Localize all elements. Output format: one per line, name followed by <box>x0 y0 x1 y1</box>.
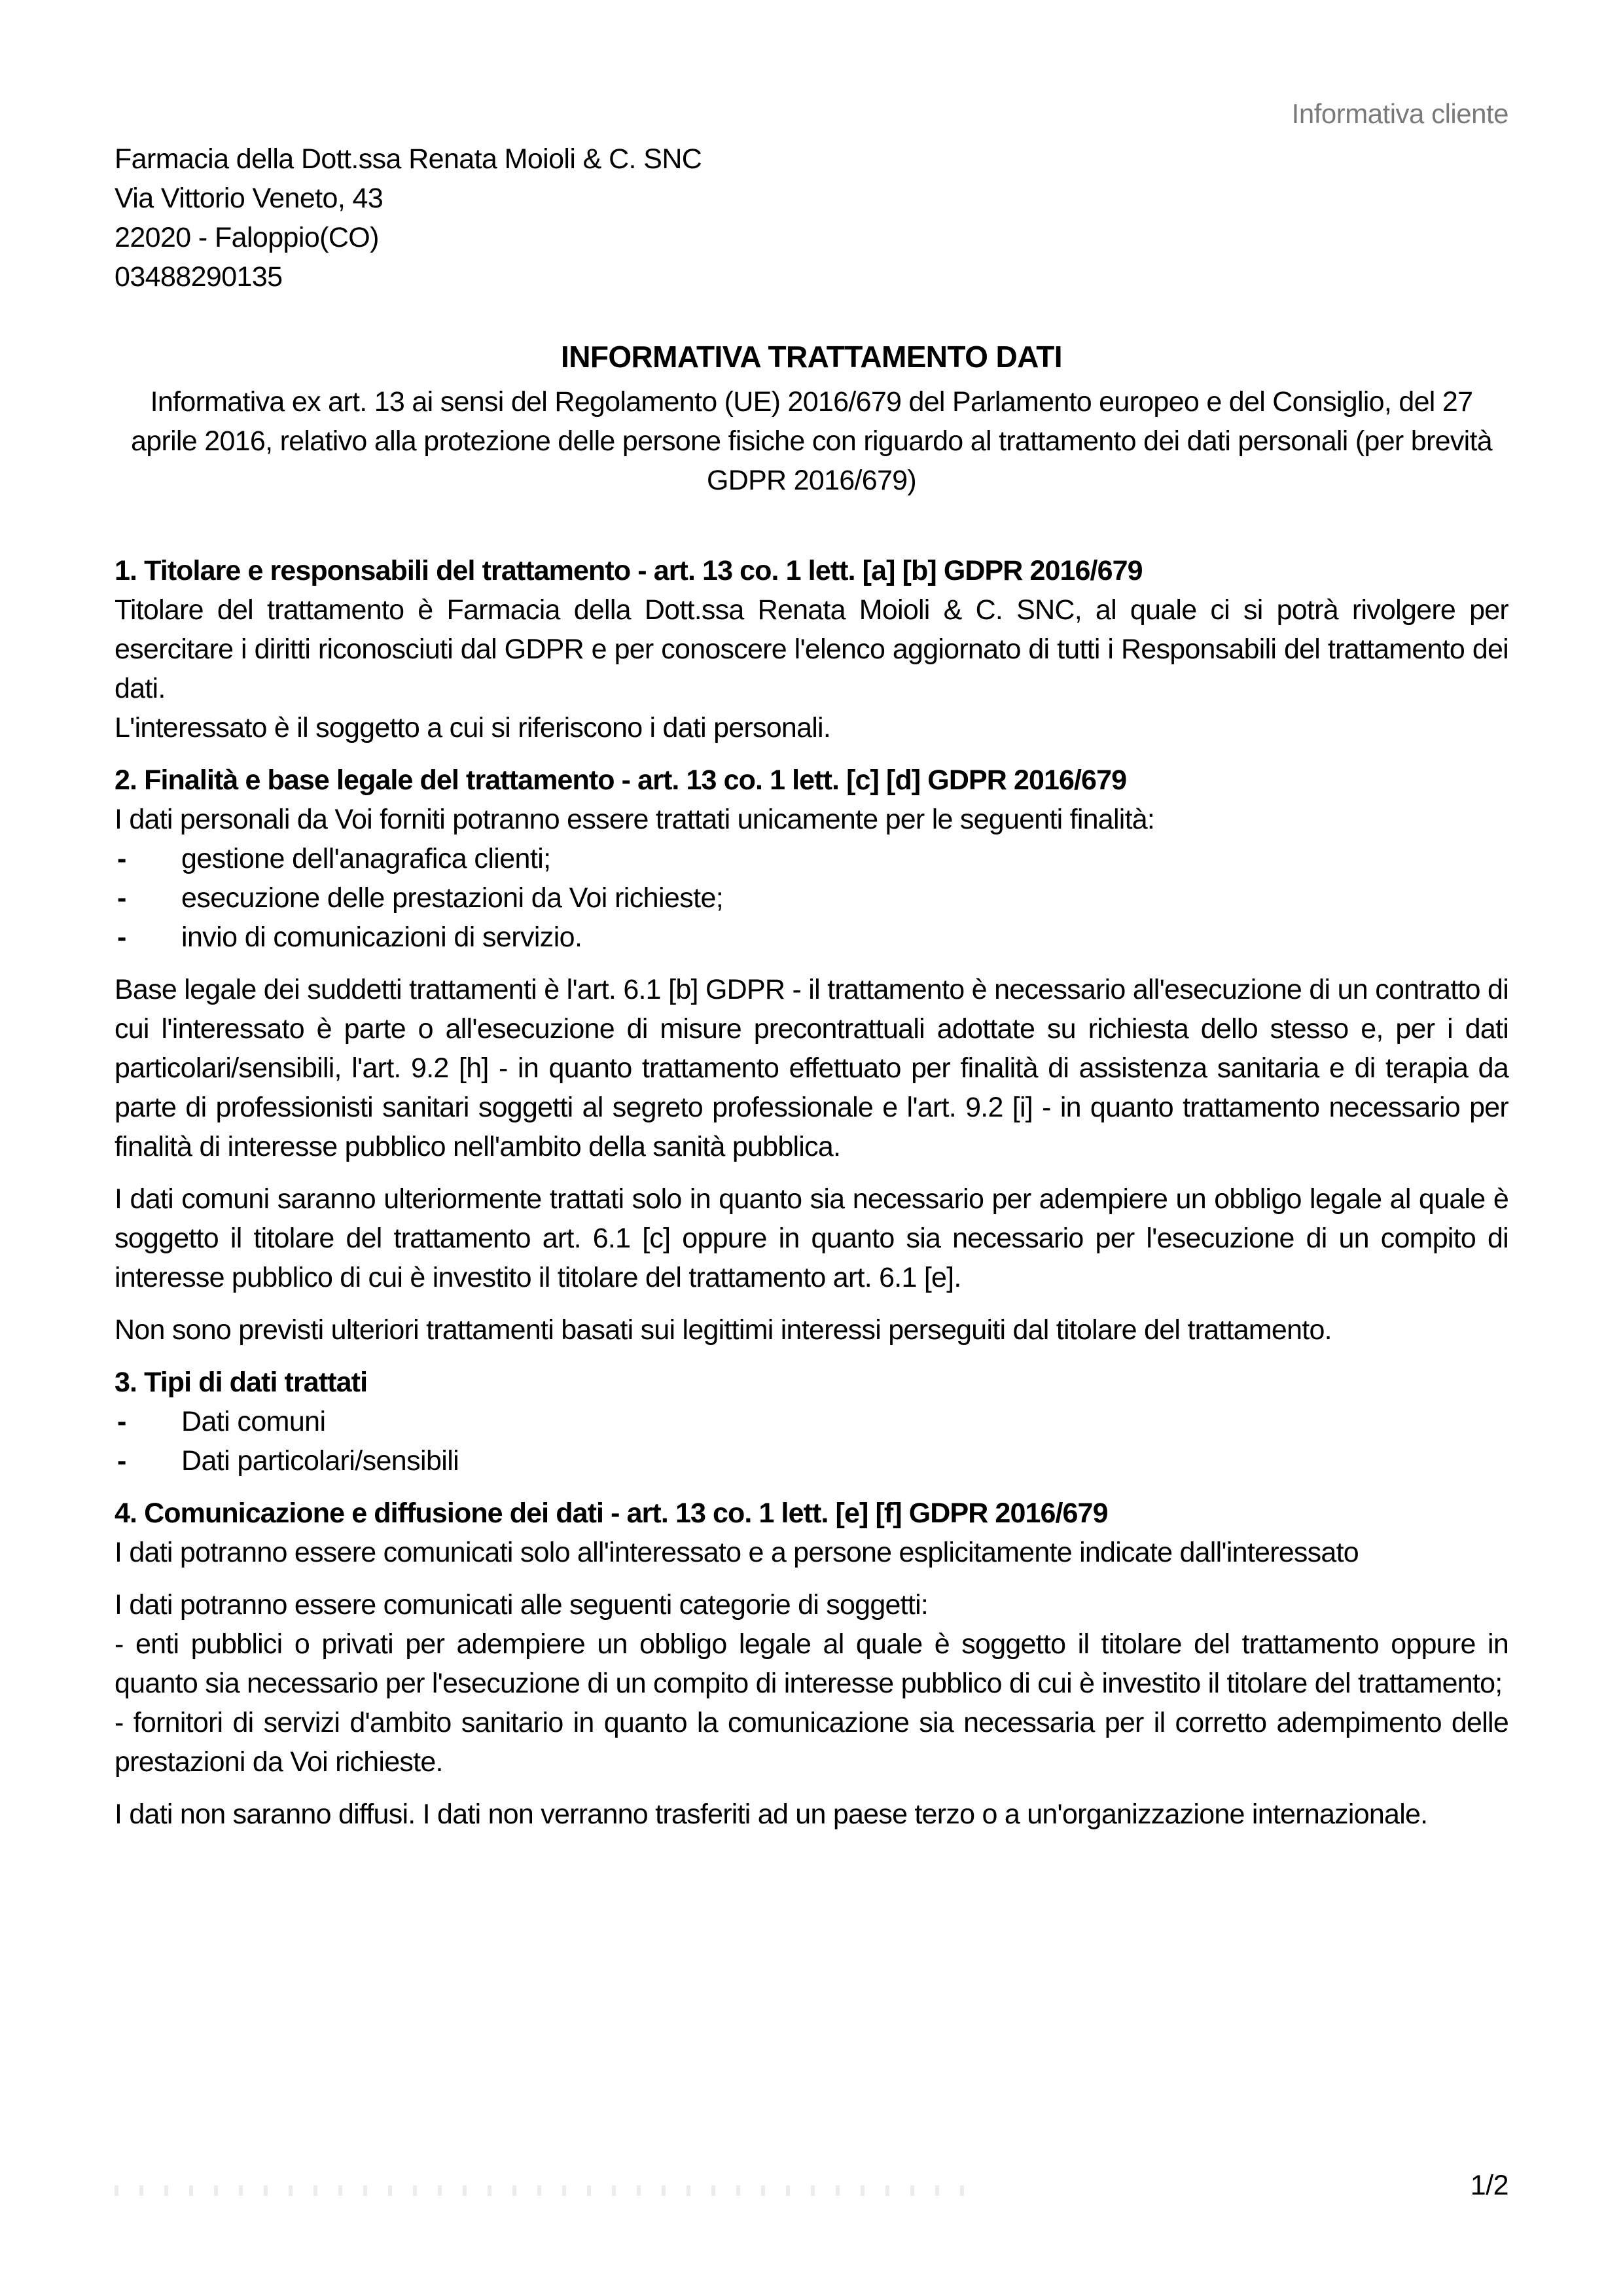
dash-bullet-icon: - <box>117 882 126 914</box>
dash-bullet-icon: - <box>117 922 126 953</box>
section-heading: 1. Titolare e responsabili del trattamento - art. 13 co. 1 lett. [a] [b] GDPR 2016/679 <box>115 555 1143 586</box>
section-2-finalita <box>115 761 1508 1350</box>
scan-artifact <box>115 2185 965 2196</box>
sender-city: 22020 - Faloppio(CO) <box>115 222 379 253</box>
paragraph: I dati potranno essere comunicati alle seguenti categorie di soggetti: <box>115 1589 929 1621</box>
list-item: - invio di comunicazioni di servizio. <box>115 918 1508 957</box>
section-4-comunicazione <box>115 1494 1508 1834</box>
list-item: - Dati particolari/sensibili <box>115 1441 1508 1480</box>
list-item: - Dati comuni <box>115 1402 1508 1441</box>
dash-bullet-icon: - <box>117 1406 126 1437</box>
paragraph: I dati non saranno diffusi. I dati non verranno trasferiti ad un paese terzo o a un'organizzazione internazionale. <box>115 1799 1428 1830</box>
page-footer <box>115 2170 1508 2209</box>
section-heading: 4. Comunicazione e diffusione dei dati - art. 13 co. 1 lett. [e] [f] GDPR 2016/679 <box>115 1498 1108 1529</box>
sender-street: Via Vittorio Veneto, 43 <box>115 183 383 214</box>
dash-bullet-icon: - <box>117 1445 126 1477</box>
running-header: Informativa cliente <box>1291 98 1508 129</box>
list-item: - esecuzione delle prestazioni da Voi richieste; <box>115 878 1508 918</box>
section-heading: 2. Finalità e base legale del trattamento - art. 13 co. 1 lett. [c] [d] GDPR 2016/679 <box>115 764 1127 796</box>
sender-address-block <box>115 139 702 296</box>
document-subtitle: Informativa ex art. 13 ai sensi del Regolamento (UE) 2016/679 del Parlamento europeo e del Consiglio, del 27 aprile 2016, relativo alla protezione delle persone fisiche con riguardo al trattamento dei dati personali (per brevità GDPR 2016/679) <box>131 386 1492 496</box>
paragraph: - fornitori di servizi d'ambito sanitario in quanto la comunicazione sia necessaria per il corretto adempimento delle prestazioni da Voi richieste. <box>115 1707 1508 1778</box>
document-title: INFORMATIVA TRATTAMENTO DATI <box>561 340 1062 374</box>
dash-bullet-icon: - <box>117 843 126 874</box>
section-heading: 3. Tipi di dati trattati <box>115 1367 368 1398</box>
paragraph: Titolare del trattamento è Farmacia della Dott.ssa Renata Moioli & C. SNC, al quale ci si potrà rivolgere per esercitare i diritti riconosciuti dal GDPR e per conoscere l'elenco aggiornato di tutti i Responsabili del trattamento dei dati. <box>115 594 1508 704</box>
section-3-tipi-dati <box>115 1363 1508 1480</box>
page-number: 1/2 <box>1470 2170 1508 2201</box>
data-types-list <box>115 1402 1508 1480</box>
section-1-titolare <box>115 551 1508 747</box>
paragraph-intro: I dati personali da Voi forniti potranno essere trattati unicamente per le seguenti finalità: <box>115 804 1155 835</box>
purposes-list <box>115 839 1508 957</box>
paragraph: L'interessato è il soggetto a cui si riferiscono i dati personali. <box>115 712 831 744</box>
paragraph: - enti pubblici o privati per adempiere un obbligo legale al quale è soggetto il titolare del trattamento oppure in quanto sia necessario per l'esecuzione di un compito di interesse pubblico di cui è investito il titolare del trattamento; <box>115 1628 1508 1699</box>
paragraph-legitimate-interests: Non sono previsti ulteriori trattamenti basati sui legittimi interessi perseguiti dal titolare del trattamento. <box>115 1314 1332 1346</box>
list-item: - gestione dell'anagrafica clienti; <box>115 839 1508 878</box>
paragraph-legal-basis: Base legale dei suddetti trattamenti è l'art. 6.1 [b] GDPR - il trattamento è necessario all'esecuzione di un contratto di cui l'interessato è parte o all'esecuzione di misure precontrattuali adottate su richiesta dello stesso e, per i dati particolari/sensibili, l'art. 9.2 [h] - in quanto trattamento effettuato per finalità di assistenza sanitaria e di terapia da parte di professionisti sanitari soggetti al segreto professionale e l'art. 9.2 [i] - in quanto trattamento necessario per finalità di interesse pubblico nell'ambito della sanità pubblica. <box>115 974 1508 1162</box>
paragraph: I dati potranno essere comunicati solo all'interessato e a persone esplicitamente indicate dall'interessato <box>115 1537 1359 1568</box>
document-body <box>115 334 1508 1847</box>
sender-phone: 03488290135 <box>115 261 283 293</box>
sender-name: Farmacia della Dott.ssa Renata Moioli & C. SNC <box>115 143 702 175</box>
paragraph-further-processing: I dati comuni saranno ulteriormente trattati solo in quanto sia necessario per adempiere un obbligo legale al quale è soggetto il titolare del trattamento art. 6.1 [c] oppure in quanto sia necessario per l'esecuzione di un compito di interesse pubblico di cui è investito il titolare del trattamento art. 6.1 [e]. <box>115 1183 1508 1293</box>
